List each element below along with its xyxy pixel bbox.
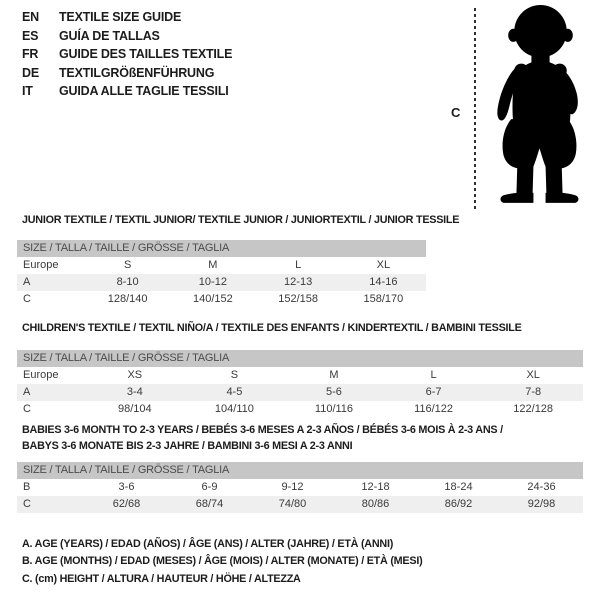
size-header: SIZE / TALLA / TAILLE / GRÖSSE / TAGLIA: [17, 462, 583, 479]
table-cell: 5-6: [326, 386, 342, 398]
table-row: [17, 367, 583, 384]
footnotes: [22, 536, 422, 588]
footnote-b: B. AGE (MONTHS) / EDAD (MESES) / ÂGE (MOIS) / ALTER (MONATE) / ETÀ (MESI): [22, 555, 423, 568]
table-cell: M: [208, 259, 218, 271]
row-label: C: [23, 498, 31, 510]
language-row: [22, 8, 232, 27]
table-cell: 98/104: [117, 403, 152, 415]
language-code: EN: [22, 10, 39, 24]
table-row: [17, 479, 583, 496]
table-cell: 128/140: [107, 293, 148, 305]
table-cell: 116/122: [414, 403, 454, 415]
table-cell: L: [430, 369, 437, 381]
table-cell: S: [123, 259, 132, 271]
table-cell: 6-7: [425, 386, 442, 398]
table-row: [17, 496, 583, 513]
table-cell: XL: [376, 259, 391, 271]
row-label: Europe: [23, 369, 59, 381]
junior-size-table: [17, 240, 426, 308]
language-label: TEXTILGRÖßENFÜHRUNG: [59, 65, 215, 80]
table-cell: 80/86: [361, 498, 390, 510]
table-cell: 68/74: [195, 498, 224, 510]
row-label: B: [23, 481, 31, 493]
table-cell: 8-10: [116, 276, 139, 288]
language-code: DE: [22, 65, 39, 80]
row-label: C: [23, 293, 31, 305]
table-cell: XL: [526, 369, 540, 381]
footnote-a: A. AGE (YEARS) / EDAD (AÑOS) / ÂGE (ANS) / ALTER (JAHRE) / ETÀ (ANNI): [22, 538, 394, 550]
language-label: GUÍA DE TALLAS: [59, 28, 160, 43]
table-cell: 62/68: [112, 498, 141, 510]
table-row: [17, 291, 426, 308]
table-cell: 24-36: [527, 481, 556, 493]
table-cell: 104/110: [214, 403, 254, 415]
table-cell: 3-6: [118, 481, 135, 493]
table-cell: 12-18: [361, 481, 390, 493]
table-cell: XS: [127, 369, 143, 381]
footnote-c: C. (cm) HEIGHT / ALTURA / HAUTEUR / HÖHE / ALTEZZA: [22, 572, 301, 585]
language-code: FR: [22, 47, 39, 62]
size-header: SIZE / TALLA / TAILLE / GRÖSSE / TAGLIA: [17, 350, 583, 367]
language-label: GUIDA ALLE TAGLIE TESSILI: [59, 84, 229, 99]
table-row: [17, 401, 583, 418]
table-row: [17, 384, 583, 401]
table-cell: 140/152: [192, 293, 233, 305]
table-cell: 122/128: [513, 403, 554, 415]
table-cell: L: [295, 259, 302, 271]
height-measure-line: [474, 8, 476, 209]
table-cell: 86/92: [444, 498, 473, 510]
table-row: [17, 274, 426, 291]
table-cell: 152/158: [278, 293, 318, 305]
table-cell: 10-12: [198, 276, 227, 288]
table-row: [17, 257, 426, 274]
language-label: GUIDE DES TAILLES TEXTILE: [59, 47, 233, 62]
table-cell: 3-4: [126, 386, 143, 398]
section-title-children: CHILDREN'S TEXTILE / TEXTIL NIÑO/A / TEXTILE DES ENFANTS / KINDERTEXTIL / BAMBINI TESSILE: [22, 322, 522, 334]
section-title-junior: JUNIOR TEXTILE / TEXTIL JUNIOR/ TEXTILE JUNIOR / JUNIORTEXTIL / JUNIOR TESSILE: [22, 214, 460, 226]
size-header: SIZE / TALLA / TAILLE / GRÖSSE / TAGLIA: [17, 240, 426, 257]
section-title-line: BABYS 3-6 MONATE BIS 2-3 JAHRE / BAMBINI 3-6 MESI A 2-3 ANNI: [22, 439, 353, 452]
section-title-babies: [22, 423, 503, 454]
table-cell: 92/98: [527, 498, 556, 510]
language-row: [22, 64, 232, 83]
baby-silhouette-icon: [487, 4, 593, 206]
language-code: IT: [22, 84, 33, 99]
measure-label-c: C: [451, 105, 461, 120]
table-cell: S: [230, 369, 239, 381]
table-cell: 9-12: [281, 481, 304, 493]
table-cell: 18-24: [444, 481, 473, 493]
table-cell: 158/170: [363, 293, 404, 305]
babies-size-table: [17, 462, 583, 513]
table-cell: 14-16: [369, 276, 398, 288]
language-row: [22, 82, 232, 101]
row-label: A: [23, 386, 31, 398]
table-cell: 74/80: [278, 498, 307, 510]
language-label: TEXTILE SIZE GUIDE: [59, 10, 182, 24]
table-cell: M: [329, 369, 339, 381]
row-label: Europe: [23, 259, 59, 271]
children-size-table: [17, 350, 583, 418]
table-cell: 12-13: [284, 276, 313, 288]
row-label: A: [23, 276, 31, 288]
section-title-line: BABIES 3-6 MONTH TO 2-3 YEARS / BEBÉS 3-6 MESES A 2-3 AÑOS / BÉBÉS 3-6 MOIS À 2-3 ANS /: [22, 424, 503, 436]
table-cell: 4-5: [226, 386, 243, 398]
table-cell: 6-9: [201, 481, 218, 493]
table-cell: 7-8: [525, 386, 542, 398]
table-cell: 110/116: [314, 403, 354, 415]
language-row: [22, 45, 232, 64]
language-guide: [22, 8, 232, 101]
language-code: ES: [22, 28, 39, 43]
language-row: [22, 27, 232, 46]
row-label: C: [23, 403, 31, 415]
